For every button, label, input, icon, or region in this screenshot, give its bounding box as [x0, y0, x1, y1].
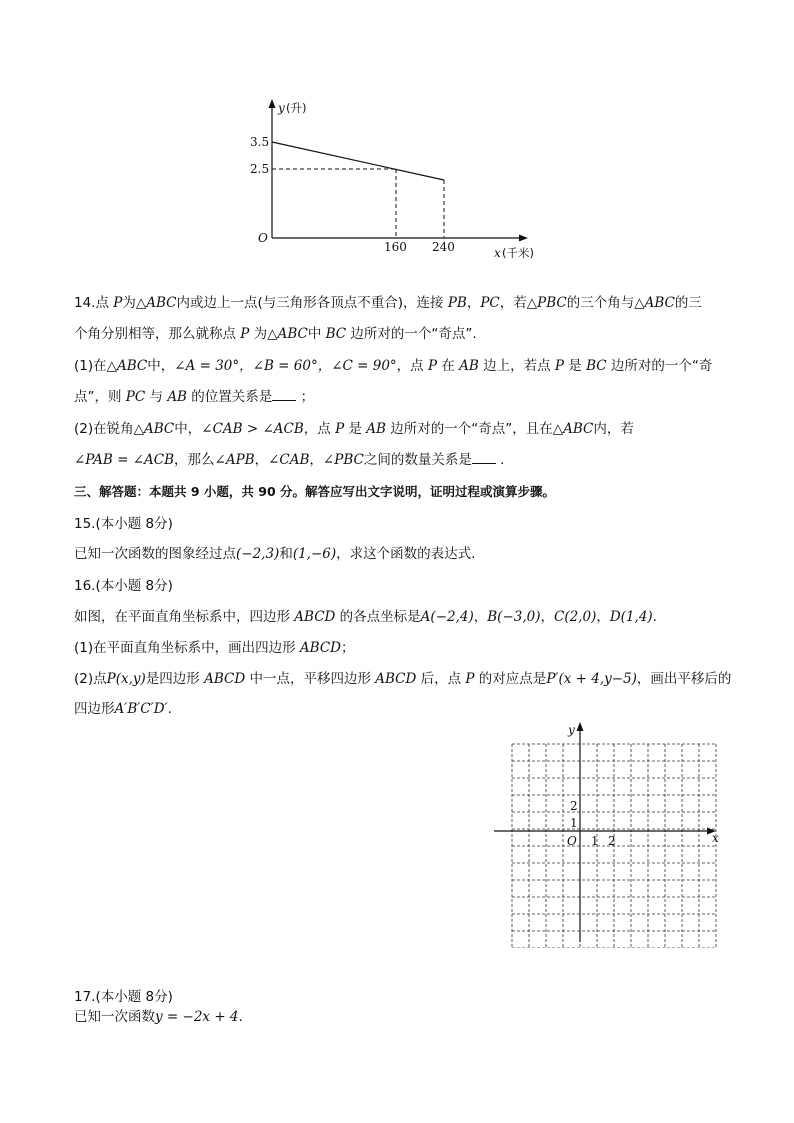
origin-label: O [258, 231, 268, 245]
q16-line1: 如图，在平面直角坐标系中，四边形 ABCD 的各点坐标是A(−2,4)，B(−3,0)，C(2,0)，D(1,4). [74, 609, 657, 625]
grid-y-tick-2: 2 [570, 799, 578, 813]
q16-part2-line2: 四边形A′B′C′D′. [74, 701, 172, 717]
q14-line2: 个角分别相等，那么就称点 P 为△ABC中 BC 边所对的一个“奇点”. [74, 326, 477, 342]
q16-header: 16.(本小题 8分) [74, 578, 173, 594]
x-tick-240: 240 [432, 240, 455, 254]
y-axis-unit: (升) [286, 101, 307, 115]
grid-y-axis-label: y [568, 723, 575, 737]
y-tick-2-5: 2.5 [250, 162, 270, 176]
y-tick-3-5: 3.5 [250, 135, 270, 149]
answer-blank [272, 388, 296, 401]
grid-x-tick-1: 1 [591, 834, 599, 848]
q15-text: 已知一次函数的图象经过点(−2,3)和(1,−6)，求这个函数的表达式. [74, 546, 476, 562]
q14-part1-line2: 点”，则 PC 与 AB 的位置关系是 ； [74, 389, 315, 405]
q17-text: 已知一次函数y = −2x + 4. [74, 1009, 243, 1025]
grid-x-tick-2: 2 [608, 834, 616, 848]
section-heading: 三、解答题：本题共 9 小题，共 90 分。解答应写出文字说明，证明过程或演算步骤。 [74, 484, 556, 499]
grid-y-tick-1: 1 [570, 816, 578, 830]
q16-part2-line1: (2)点P(x,y)是四边形 ABCD 中一点，平移四边形 ABCD 后，点 P 的对应点是P′(x + 4,y−5)，画出平移后的 [74, 671, 732, 687]
x-tick-160: 160 [384, 240, 407, 254]
q14-line1: 14.点 P为△ABC内或边上一点(与三角形各顶点不重合)，连接 PB，PC，若△PBC的三个角与△ABC的三 [74, 295, 702, 311]
x-axis-unit: (千米) [502, 246, 534, 260]
q14-part2-line1: (2)在锐角△ABC中，∠CAB > ∠ACB，点 P 是 AB 边所对的一个“奇点”，且在△ABC内，若 [74, 421, 634, 437]
q16-part1: (1)在平面直角坐标系中，画出四边形 ABCD； [74, 640, 355, 656]
coordinate-grid [488, 720, 728, 948]
grid-x-axis-label: x [712, 831, 719, 845]
answer-blank [472, 451, 496, 464]
q14-part2-line2: ∠PAB = ∠ACB，那么∠APB，∠CAB，∠PBC之间的数量关系是 . [74, 452, 505, 468]
y-axis-label: y [278, 101, 285, 115]
grid-origin-label: O [567, 834, 577, 848]
q15-header: 15.(本小题 8分) [74, 516, 173, 532]
x-axis-label: x [494, 246, 501, 260]
fuel-distance-graph [240, 96, 560, 266]
q14-part1-line1: (1)在△ABC中，∠A = 30°，∠B = 60°，∠C = 90°，点 P 在 AB 边上，若点 P 是 BC 边所对的一个“奇 [74, 358, 713, 374]
q17-header: 17.(本小题 8分) [74, 989, 173, 1005]
